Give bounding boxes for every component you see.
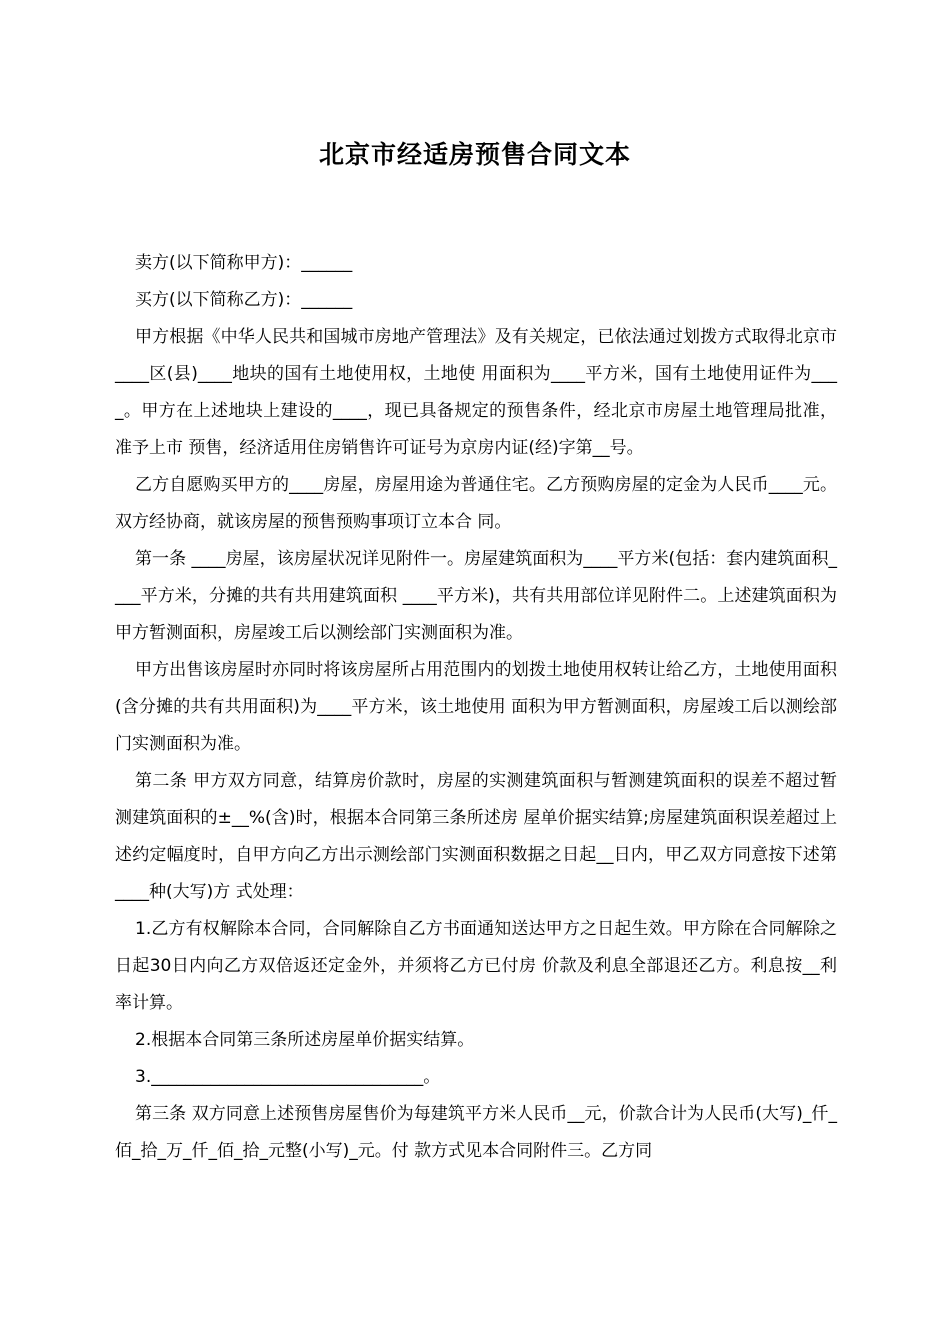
article-2-paragraph: 第二条 甲方双方同意，结算房价款时，房屋的实测建筑面积与暂测建筑面积的误差不超过暂测建筑面积的±__%(含)时，根据本合同第三条所述房 屋单价据实结算;房屋建筑面积误差超过上述约定幅度时，自甲方向乙方出示测绘部门实测面积数据之日起__日内，甲乙双方同意按下述第____种(大写)方 式处理： <box>115 771 837 902</box>
seller-line: 卖方(以下简称甲方)：______ <box>135 253 353 273</box>
purchase-intent-paragraph: 乙方自愿购买甲方的____房屋，房屋用途为普通住宅。乙方预购房屋的定金为人民币____元。双方经协商，就该房屋的预售预购事项订立本合 同。 <box>115 475 837 532</box>
contract-body <box>115 245 837 1170</box>
article-1-paragraph: 第一条 ____房屋，该房屋状况详见附件一。房屋建筑面积为____平方米(包括：套内建筑面积____平方米，分摊的共有共用建筑面积 ____平方米)，共有共用部位详见附件二。上述建筑面积为甲方暂测面积，房屋竣工后以测绘部门实测面积为准。 <box>115 549 837 643</box>
article-3-paragraph: 第三条 双方同意上述预售房屋售价为每建筑平方米人民币__元，价款合计为人民币(大写)_仟_佰_拾_万_仟_佰_拾_元整(小写)_元。付 款方式见本合同附件三。乙方同 <box>115 1104 837 1161</box>
preamble-paragraph: 甲方根据《中华人民共和国城市房地产管理法》及有关规定，已依法通过划拨方式取得北京市____区(县)____地块的国有土地使用权，土地使 用面积为____平方米，国有土地使用证件为____。甲方在上述地块上建设的____，现已具备规定的预售条件，经北京市房屋土地管理局批准，准予上市 预售，经济适用住房销售许可证号为京房内证(经)字第__号。 <box>115 327 837 458</box>
option-1-paragraph: 1.乙方有权解除本合同，合同解除自乙方书面通知送达甲方之日起生效。甲方除在合同解除之日起30日内向乙方双倍返还定金外，并须将乙方已付房 价款及利息全部退还乙方。利息按__利率计算。 <box>115 919 837 1013</box>
land-use-paragraph: 甲方出售该房屋时亦同时将该房屋所占用范围内的划拨土地使用权转让给乙方，土地使用面积(含分摊的共有共用面积)为____平方米，该土地使用 面积为甲方暂测面积，房屋竣工后以测绘部门实测面积为准。 <box>115 660 837 754</box>
page-title: 北京市经适房预售合同文本 <box>318 140 631 169</box>
option-3-paragraph: 3.________________________________。 <box>135 1067 441 1087</box>
buyer-line: 买方(以下简称乙方)：______ <box>135 290 353 310</box>
option-2-paragraph: 2.根据本合同第三条所述房屋单价据实结算。 <box>135 1030 475 1050</box>
